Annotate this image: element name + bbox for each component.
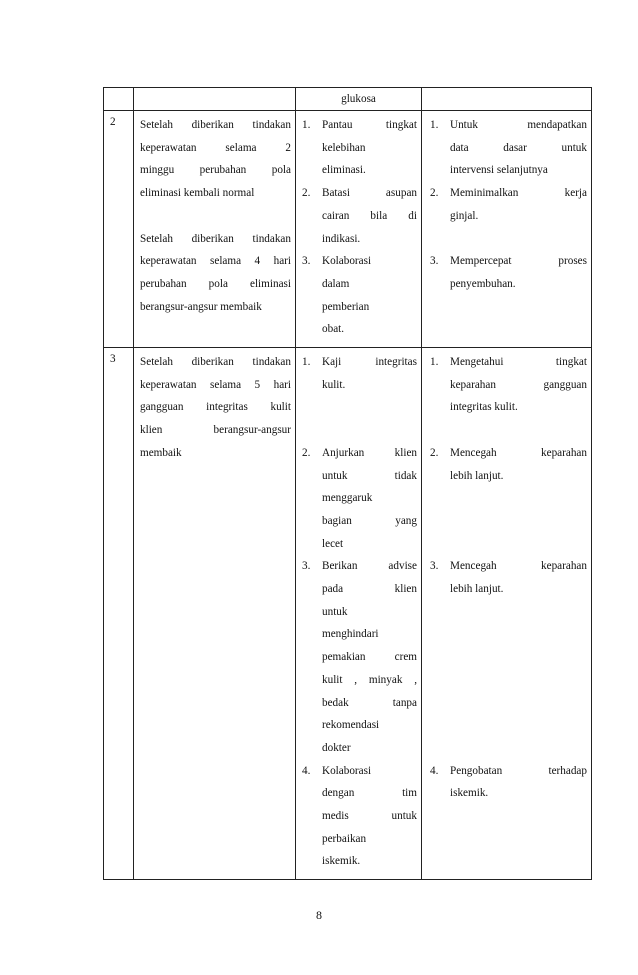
goal-cell: [134, 111, 296, 348]
text-line: keperawatan selama 4 hari: [140, 255, 291, 268]
text-line: pemberian: [322, 300, 370, 313]
text-line: Kolaborasi: [322, 255, 372, 268]
goal-cell: [134, 348, 296, 880]
rationale-cell: [422, 348, 592, 880]
text-line: Anjurkan klien: [322, 446, 417, 459]
list-text: [322, 351, 417, 396]
list-number: 1.: [430, 119, 439, 131]
spacer: [430, 487, 587, 510]
text-line: Mencegah keparahan: [450, 560, 587, 573]
text-line: integritas kulit.: [450, 401, 518, 414]
text-line: pada klien: [322, 583, 417, 596]
list-number: 2.: [302, 446, 311, 459]
intervention-continued-text: glukosa: [341, 93, 376, 105]
text-line: eliminasi.: [322, 164, 366, 177]
spacer: [430, 623, 587, 646]
list-text: [450, 555, 587, 600]
text-line: intervensi selanjutnya: [450, 164, 548, 177]
text-line: dengan tim: [322, 787, 417, 800]
list-number: 4.: [302, 764, 311, 777]
text-line: menggaruk: [322, 492, 373, 505]
list-text: [322, 442, 417, 556]
spacer: [302, 419, 417, 442]
table-row: [104, 348, 592, 880]
text-line: membaik: [140, 446, 182, 459]
text-line: dokter: [322, 741, 351, 754]
list-item: [430, 555, 587, 600]
list-item: [430, 114, 587, 182]
list-item: [302, 351, 417, 396]
list-item: [430, 351, 587, 419]
list-text: [322, 250, 417, 341]
text-line: bedak tanpa: [322, 696, 417, 709]
text-line: rekomendasi: [322, 719, 380, 732]
text-line: lebih lanjut.: [450, 469, 504, 482]
table-row: [104, 111, 592, 348]
list-text: [450, 442, 587, 487]
text-line: minggu perubahan pola: [140, 164, 291, 177]
text-line: perbaikan: [322, 832, 367, 845]
text-line: Batasi asupan: [322, 187, 417, 200]
text-line: Mengetahui tingkat: [450, 356, 587, 369]
list-item: [430, 182, 587, 227]
text-line: lebih lanjut.: [450, 583, 504, 595]
list-item: [430, 250, 587, 295]
list-text: [322, 555, 417, 759]
text-line: kulit.: [322, 378, 346, 391]
text-line: gangguan integritas kulit: [140, 401, 291, 414]
text-line: kulit , minyak ,: [322, 673, 417, 686]
text-line: Berikan advise: [322, 560, 417, 573]
spacer: [430, 691, 587, 714]
text-line: Setelah diberikan tindakan: [140, 232, 291, 245]
cell-empty: [134, 88, 296, 111]
care-plan-table: [103, 87, 592, 880]
list-text: [450, 351, 587, 419]
list-item: [302, 182, 417, 250]
spacer: [430, 228, 587, 251]
text-line: dalam: [322, 277, 350, 290]
text-line: perubahan pola eliminasi: [140, 277, 291, 290]
text-line: lecet: [322, 537, 344, 550]
list-number: 3.: [302, 560, 311, 573]
list-text: [450, 760, 587, 805]
list-number: 3.: [302, 255, 311, 268]
intervention-cell: [296, 111, 422, 348]
text-line: klien berangsur-angsur: [140, 424, 291, 437]
text-line: kelebihan: [322, 141, 366, 154]
text-line: medis untuk: [322, 810, 417, 823]
list-text: [322, 114, 417, 182]
list-item: [302, 555, 417, 759]
text-line: Meminimalkan kerja: [450, 187, 587, 200]
text-line: keparahan gangguan: [450, 378, 587, 391]
text-line: cairan bila di: [322, 209, 417, 222]
text-line: Setelah diberikan tindakan: [140, 119, 291, 131]
text-line: bagian yang: [322, 514, 417, 527]
list-number: 2.: [430, 446, 439, 459]
cell-intervention-continued: [296, 88, 422, 111]
list-text: [322, 182, 417, 250]
list-item: [430, 760, 587, 805]
text-line: berangsur-angsur membaik: [140, 300, 262, 313]
spacer: [140, 205, 291, 228]
spacer: [430, 669, 587, 692]
text-line: Kaji integritas: [322, 356, 417, 369]
list-number: 1.: [302, 119, 311, 131]
text-line: menghindari: [322, 628, 379, 641]
text-line: eliminasi kembali normal: [140, 187, 255, 200]
text-line: Mencegah keparahan: [450, 446, 587, 459]
list-number: 3.: [430, 560, 439, 573]
list-item: [302, 442, 417, 556]
list-text: [450, 182, 587, 227]
text-line: untuk: [322, 605, 348, 618]
text-line: keperawatan selama 5 hari: [140, 378, 291, 391]
row-number: 2: [110, 116, 116, 128]
rationale-cell: [422, 111, 592, 348]
row-number-cell: [104, 111, 134, 348]
list-text: [450, 250, 587, 295]
spacer: [430, 737, 587, 760]
list-item: [302, 250, 417, 341]
row-number: 3: [110, 353, 116, 366]
list-number: 2.: [302, 187, 311, 200]
text-line: ginjal.: [450, 209, 479, 222]
text-line: Mempercepat proses: [450, 255, 587, 268]
list-item: [302, 114, 417, 182]
text-line: iskemik.: [322, 855, 361, 868]
list-number: 4.: [430, 764, 439, 777]
table-row-continued: [104, 88, 592, 111]
text-line: Pengobatan terhadap: [450, 764, 587, 777]
text-line: indikasi.: [322, 232, 361, 245]
spacer: [430, 510, 587, 533]
spacer: [430, 533, 587, 556]
text-line: iskemik.: [450, 787, 489, 800]
intervention-cell: [296, 348, 422, 880]
list-text: [322, 760, 417, 874]
text-line: Setelah diberikan tindakan: [140, 356, 291, 369]
text-line: Kolaborasi: [322, 764, 372, 777]
list-number: 3.: [430, 255, 439, 268]
cell-empty: [422, 88, 592, 111]
spacer: [430, 601, 587, 624]
list-item: [430, 442, 587, 487]
list-number: 2.: [430, 187, 439, 200]
list-number: 1.: [430, 356, 439, 369]
cell-empty: [104, 88, 134, 111]
spacer: [430, 714, 587, 737]
spacer: [430, 419, 587, 442]
spacer: [302, 396, 417, 419]
list-number: 1.: [302, 356, 311, 369]
text-line: data dasar untuk: [450, 141, 587, 154]
text-line: obat.: [322, 323, 345, 336]
list-item: [302, 760, 417, 874]
text-line: untuk tidak: [322, 469, 417, 482]
text-line: Pantau tingkat: [322, 119, 417, 131]
page-number: 8: [316, 908, 322, 922]
text-line: pemakian crem: [322, 651, 417, 664]
text-line: keperawatan selama 2: [140, 141, 291, 154]
spacer: [430, 646, 587, 669]
text-line: penyembuhan.: [450, 277, 516, 290]
row-number-cell: [104, 348, 134, 880]
text-line: Untuk mendapatkan: [450, 119, 587, 131]
list-text: [450, 114, 587, 182]
